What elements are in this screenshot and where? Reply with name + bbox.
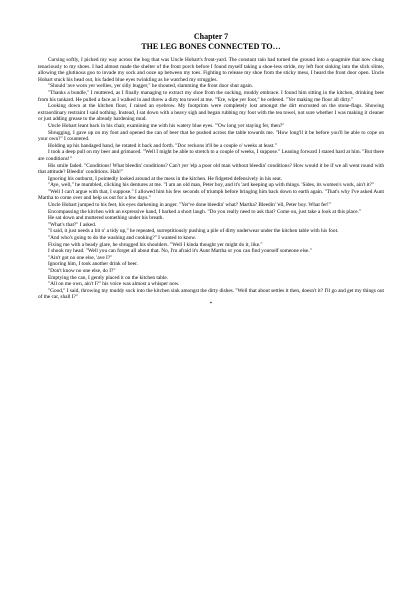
- paragraph: "What's that?" I asked.: [48, 221, 97, 228]
- paragraph: "Aye, well," he mumbled, clicking his dentures at me. "I am an old man, Peter boy, and it's 'ard keeping up with things. 'Sides, its women's work, ain't it?": [48, 182, 375, 189]
- paragraph: "Should 'ave worn yer wellies, yer silly bugger," he shouted, slamming the front door shut again.: [48, 83, 253, 90]
- paragraph: Encompassing the kitchen with an expressive hand, I barked a short laugh. "Do you really need to ask that? Come on, just take a look at this place.": [48, 208, 362, 215]
- paragraph: "Ain't got no one else, 'ave I?": [48, 254, 113, 261]
- paragraph: Fixing me with a beady glare, he shrugged his shoulders. "Well I kinda thought yer might do it, like.": [48, 241, 263, 248]
- chapter-body: [38, 57, 384, 301]
- paragraph: Cursing softly, I picked my way across the bog that was Uncle Hobart's front-yard. The constant rain had turned the ground into a quagmire that now clung tenaciously to my shoes. I had almost made the shelter of the front porch before I found myself taking a shoe-less stride, my left foot sinking into the slick slime, allowing the glutinous goo to invade my sock and ooze up between my toes. Fighting to release my shoe from the sticky mess, I heard the front door open. Uncle Hobart stuck his head out, his faded blue eyes twinkling as he watched my struggles.: [38, 57, 384, 83]
- paragraph: "Well I can't argue with that, I suppose." I allowed him his few seconds of triumph before bringing him back down to earth again. "That's why I've asked Aunt Martha to come over and help us out for a few days.": [38, 188, 384, 202]
- paragraph: Uncle Hobart leant back in his chair, examining me with his watery blue eyes. "'Ow long yer staying fer, then?": [48, 122, 285, 129]
- paragraph: He sat down and muttered something under his breath.: [48, 215, 164, 222]
- scene-break-marker: *: [209, 300, 213, 307]
- paragraph: Uncle Hobart jumped to his feet, his eyes darkening in anger. "Yer've done bleedin' what? Martha? Bleedin' 'ell, Peter boy. What fer!": [48, 202, 331, 209]
- paragraph: Looking down at the kitchen floor, I raised an eyebrow. My footprints were completely lost amongst the dirt encrusted on the stone-flags. Showing extraordinary restraint I said nothing. Instead, I sat down with a heavy sigh and began rubbing my foot with the tea towel, not sure whether I was making it cleaner or just adding grease to the already hardening mud.: [38, 103, 384, 123]
- paragraph: "All on me own, ain't I?" his voice was almost a whisper now.: [48, 281, 180, 288]
- chapter-title: THE LEG BONES CONNECTED TO…: [141, 42, 281, 51]
- paragraph: Emptying the can, I gently placed it on the kitchen table.: [48, 274, 169, 281]
- paragraph: "Thanks a bundle," I muttered, as I finally managing to extract my shoe from the sucking, muddy embrace. I found him sitting in the kitchen, drinking beer from his tankard. He pulled a face as I walked in and threw a dirty tea towel at me. "'Ere, wipe yer foot," he ordered. "Yer making me floor all dirty.": [38, 89, 384, 103]
- paragraph: "And who's going to do the washing and cooking?" I wanted to know.: [48, 235, 197, 242]
- paragraph: "I said, it just needs a bit o' a tidy up," he repeated, surreptitiously pushing a pile of dirty underwear under the kitchen table with his foot.: [48, 228, 339, 235]
- chapter-number: Chapter 7: [193, 32, 229, 41]
- paragraph: I took a deep pull on my beer and grimaced. "Well I might be able to stretch to a couple of weeks, I suppose." Leaning forward I stared hard at him. "But there are conditions!": [38, 149, 384, 162]
- paragraph: "Good," I said, throwing my muddy sock into the kitchen sink amongst the dirty dishes. "Well that about settles it then, doesn't it? I'll go and get my things out of the car, shall I?": [38, 287, 384, 301]
- paragraph: His smile faded. "Conditions! What bleedin' conditions? Can't yer 'elp a poor old man without bleedin' conditions? How would it be if we all went round with that attitude? Bleedin' conditions. Hah!": [38, 162, 384, 176]
- paragraph: Ignoring him, I took another drink of beer.: [48, 261, 138, 268]
- paragraph: Ignoring his outburst, I pointedly looked around at the mess in the kitchen. He fidgeted defensively in his seat.: [48, 175, 283, 182]
- paragraph: Shrugging, I gave up on my foot and opened the can of beer that he pushed across the table towards me. "How long'll it be before you'll be able to cope on your own?" I countered.: [38, 129, 384, 143]
- paragraph: I shook my head. "Well you can forget all about that. No, I'm afraid it's Aunt Martha or you can find yourself someone else.": [48, 248, 312, 255]
- paragraph: "Don't know no one else, do I?": [48, 268, 116, 274]
- document-page: [38, 32, 384, 308]
- paragraph: Holding up his bandaged hand, he rotated it back and forth. "Doc reckons it'll be a couple o' weeks at least.": [48, 142, 277, 149]
